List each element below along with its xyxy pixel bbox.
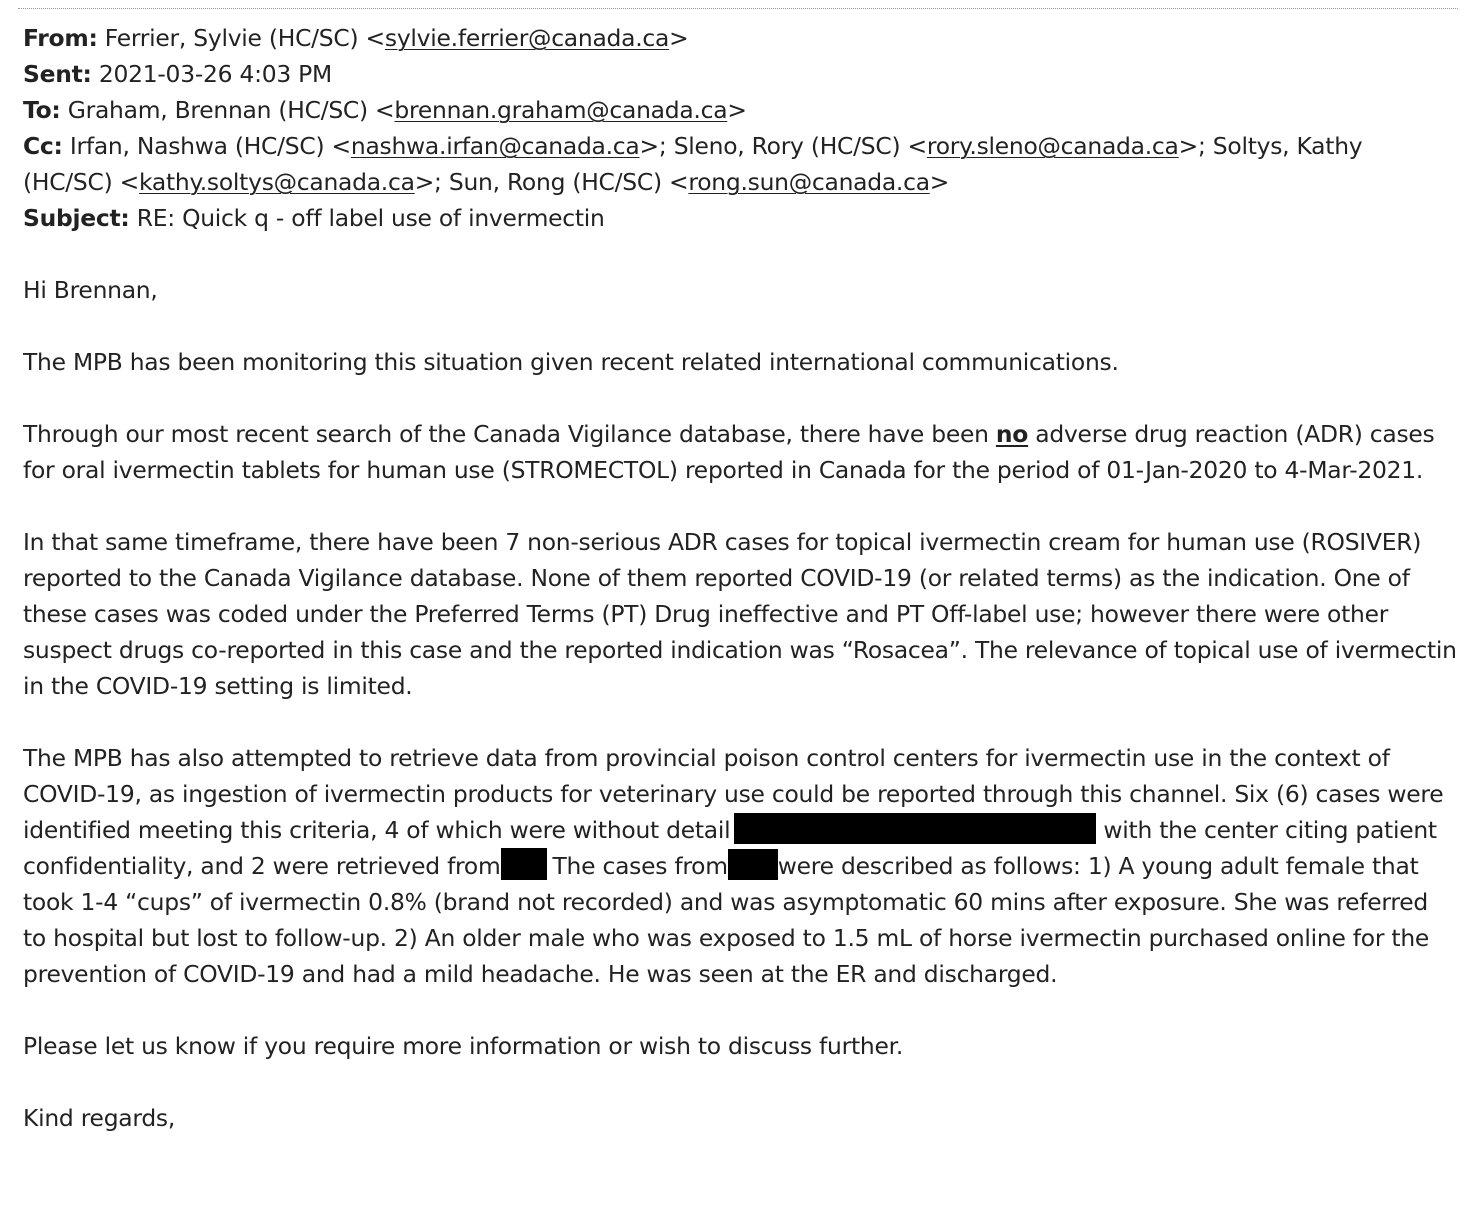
paragraph-topical-cases: In that same timeframe, there have been 7 non-serious ADR cases for topical ivermectin cream for human use (ROSIVER) reported to the Canada Vigilance database. None of them reported COVID-19 (or related terms) as the indication. One of these cases was coded under the Preferred Terms (PT) Drug ineffective and PT Off-label use; however there were other suspect drugs co-reported in this case and the reported indication was “Rosacea”. The relevance of topical use of ivermectin in the COVID-19 setting is limited. bbox=[23, 528, 1457, 700]
closing: Kind regards, bbox=[23, 1104, 176, 1132]
paragraph-monitoring: The MPB has been monitoring this situation given recent related international communications. bbox=[23, 348, 1119, 376]
greeting: Hi Brennan, bbox=[23, 276, 158, 304]
cc-close-4: > bbox=[929, 168, 950, 196]
cc-email-link-4[interactable]: rong.sun@canada.ca bbox=[688, 168, 930, 196]
from-line bbox=[23, 20, 1458, 56]
from-name: Ferrier, Sylvie (HC/SC) < bbox=[104, 24, 385, 52]
redaction-block-2 bbox=[501, 848, 547, 880]
sent-line bbox=[23, 56, 1458, 92]
cc-line bbox=[23, 128, 1458, 200]
cc-name-2: Sleno, Rory (HC/SC) < bbox=[673, 132, 927, 160]
subject-label: Subject: bbox=[23, 204, 130, 232]
p2-text-a: Through our most recent search of the Canada Vigilance database, there have been bbox=[23, 420, 996, 448]
cc-close-1: >; bbox=[639, 132, 674, 160]
top-divider bbox=[18, 8, 1458, 9]
cc-name-3: Soltys, Kathy (HC/SC) < bbox=[23, 132, 1363, 196]
to-name: Graham, Brennan (HC/SC) < bbox=[67, 96, 395, 124]
cc-close-2: >; bbox=[1178, 132, 1213, 160]
cc-email-link-2[interactable]: rory.sleno@canada.ca bbox=[926, 132, 1179, 160]
cc-name-4: Sun, Rong (HC/SC) < bbox=[448, 168, 689, 196]
p2-emphasis-no: no bbox=[995, 420, 1029, 448]
p4-text-d: were described as follows: 1) A young adult female that took 1-4 “cups” of ivermectin 0.8% (brand not recorded) and was asymptomatic 60 mins after exposure. She was referred to hospital but lost to follow-up. 2) An older male who was exposed to 1.5 mL of horse ivermectin purchased online for the prevention of COVID-19 and had a mild headache. He was seen at the ER and discharged. bbox=[23, 852, 1430, 988]
paragraph-poison-control bbox=[23, 740, 1458, 992]
to-label: To: bbox=[23, 96, 61, 124]
sent-value: 2021-03-26 4:03 PM bbox=[98, 60, 332, 88]
email-header bbox=[23, 20, 1458, 236]
p4-text-b: with the center citing patient confidentiality, and 2 were retrieved from bbox=[23, 816, 1437, 880]
paragraph-oral-search bbox=[23, 416, 1458, 488]
cc-label: Cc: bbox=[23, 132, 63, 160]
paragraph-follow-up: Please let us know if you require more information or wish to discuss further. bbox=[23, 1032, 904, 1060]
email-document bbox=[23, 20, 1458, 1136]
cc-close-3: >; bbox=[414, 168, 449, 196]
cc-email-link-1[interactable]: nashwa.irfan@canada.ca bbox=[350, 132, 640, 160]
from-email-link[interactable]: sylvie.ferrier@canada.ca bbox=[384, 24, 670, 52]
to-email-link[interactable]: brennan.graham@canada.ca bbox=[394, 96, 728, 124]
p4-text-c: The cases from bbox=[552, 852, 728, 880]
redaction-block-3 bbox=[728, 849, 778, 880]
p4-text-a: The MPB has also attempted to retrieve data from provincial poison control centers for ivermectin use in the context of COVID-19, as ingestion of ivermectin products for veterinary use could be reported through this channel. Six (6) cases were identified meeting this criteria, 4 of which were without detail bbox=[23, 744, 1444, 844]
cc-name-1: Irfan, Nashwa (HC/SC) < bbox=[69, 132, 351, 160]
cc-email-link-3[interactable]: kathy.soltys@canada.ca bbox=[139, 168, 415, 196]
from-close: > bbox=[669, 24, 689, 52]
redaction-block-1 bbox=[734, 813, 1096, 844]
subject-line bbox=[23, 200, 1458, 236]
sent-label: Sent: bbox=[23, 60, 92, 88]
to-line bbox=[23, 92, 1458, 128]
p2-text-b: adverse drug reaction (ADR) cases for oral ivermectin tablets for human use (STROMECTOL) reported in Canada for the period of 01-Jan-2020 to 4-Mar-2021. bbox=[23, 420, 1435, 484]
to-close: > bbox=[727, 96, 747, 124]
from-label: From: bbox=[23, 24, 98, 52]
subject-value: RE: Quick q - off label use of invermectin bbox=[136, 204, 605, 232]
